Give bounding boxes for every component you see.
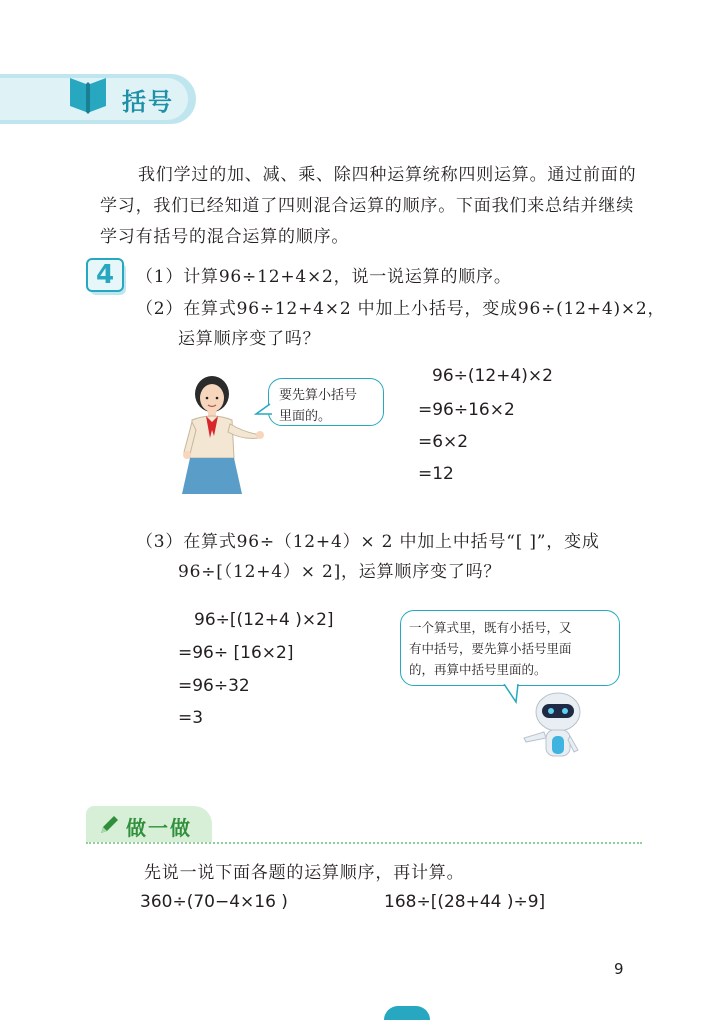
question-3-line-1: （3）在算式96÷（12+4）× 2 中加上中括号“[ ]”，变成 [136, 532, 600, 552]
practice-divider [86, 842, 642, 844]
example-number-badge: 4 [86, 258, 124, 292]
question-1: （1）计算96÷12+4×2，说一说运算的顺序。 [136, 267, 512, 287]
robot-bubble-line-2: 有中括号，要先算小括号里面 [409, 641, 572, 656]
practice-problem-2: 168÷[(28+44 )÷9] [384, 892, 546, 912]
robot-bubble-line-3: 的，再算中括号里面的。 [409, 662, 547, 677]
page-number: 9 [614, 960, 624, 978]
girl-illustration [178, 372, 268, 496]
intro-paragraph: 我们学过的加、减、乘、除四种运算统称四则运算。通过前面的学习，我们已经知道了四则混合运算的顺序。下面我们来总结并继续学习有括号的混合运算的顺序。 [100, 165, 637, 247]
section-title: 括号 [122, 88, 174, 116]
practice-problem-1: 360÷(70−4×16 ) [140, 892, 288, 912]
calc2-line-2: =96÷16×2 [418, 400, 515, 420]
robot-illustration [516, 690, 586, 760]
pencil-icon [98, 814, 120, 836]
question-3-line-2: 96÷[（12+4）× 2]，运算顺序变了吗？ [178, 562, 502, 582]
robot-speech-bubble [400, 610, 620, 686]
question-2-line-1: （2）在算式96÷12+4×2 中加上小括号，变成96÷(12+4)×2， [136, 299, 666, 319]
calc2-line-4: =12 [418, 464, 454, 484]
calc2-line-1: 96÷(12+4)×2 [432, 366, 553, 386]
question-2-line-2: 运算顺序变了吗？ [178, 329, 321, 349]
practice-title: 做一做 [126, 816, 192, 840]
girl-bubble-line-2: 里面的。 [279, 409, 332, 424]
bottom-tab-decoration [384, 1006, 430, 1020]
book-icon [68, 72, 108, 114]
girl-speech-bubble [268, 378, 384, 426]
calc3-line-4: =3 [178, 708, 204, 728]
calc3-line-3: =96÷32 [178, 676, 250, 696]
calc3-line-2: =96÷ [16×2] [178, 643, 294, 663]
calc3-line-1: 96÷[(12+4 )×2] [194, 610, 334, 630]
girl-bubble-line-1: 要先算小括号 [279, 388, 358, 403]
calc2-line-3: =6×2 [418, 432, 469, 452]
robot-bubble-line-1: 一个算式里，既有小括号，又 [409, 620, 572, 635]
practice-instruction: 先说一说下面各题的运算顺序，再计算。 [144, 863, 465, 883]
girl-bubble-tail [254, 402, 274, 418]
